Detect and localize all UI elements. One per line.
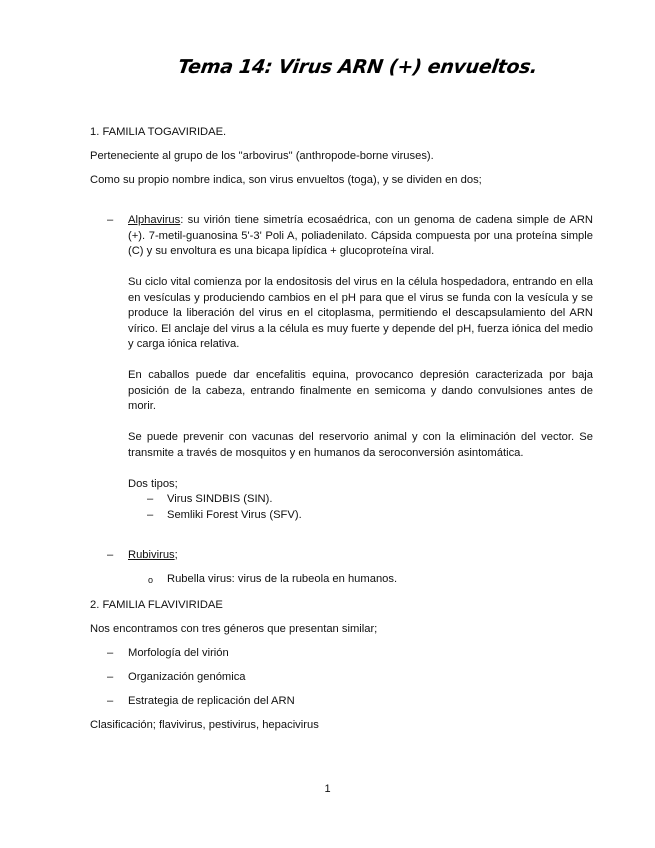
alphavirus-paragraph [128,213,593,260]
type-item-1: Virus SINDBIS (SIN). [167,493,273,505]
section2-intro: Nos encontramos con tres géneros que presentan similar; [90,623,378,635]
type-dash-2: – [147,509,154,521]
flavi-item-1: Morfología del virión [128,647,229,659]
alphavirus-description: : su virión tiene simetría ecosaédrica, con un genoma de cadena simple de ARN (+). 7-metil-guanosina 5'-3' Poli A, poliadenilato. Cápsida compuesta por una proteína simple (C) y su envoltura es una bicapa lipídica + glucoproteína viral. [128,214,593,258]
flavi-dash-2: – [107,671,114,683]
alphavirus-types-label: Dos tipos; [128,478,178,490]
classification: Clasificación; flavivirus, pestivirus, hepacivirus [90,719,319,731]
rubella-item: Rubella virus: virus de la rubeola en humanos. [167,573,398,585]
rubivirus-suffix: ; [174,549,178,561]
rubivirus-name: Rubivirus [128,549,175,561]
page-title: Tema 14: Virus ARN (+) envueltos. [176,56,539,78]
type-dash-1: – [147,493,154,505]
rubella-bullet: o [148,575,154,585]
flavi-item-2: Organización genómica [128,671,246,683]
alphavirus-lifecycle: Su ciclo vital comienza por la endositosis del virus en la célula hospedadora, entrando en ella en vesículas y produciendo cambios en el pH para que el virus se funda con la vesícula y se produce la liberación del virus en el citoplasma, permitiendo el descapsulamiento del ARN vírico. El anclaje del virus a la célula es muy fuerte y depende del pH, fuerza iónica del medio y carga iónica relativa. [128,276,593,351]
section1-heading: 1. FAMILIA TOGAVIRIDAE. [90,126,227,138]
flavi-dash-3: – [107,695,114,707]
alphavirus-dash: – [107,214,114,226]
flavi-item-3: Estrategia de replicación del ARN [128,695,295,707]
alphavirus-name: Alphavirus [128,214,181,226]
alphavirus-horses: En caballos puede dar encefalitis equina, provocanco depresión caracterizada por baja posición de la cabeza, entrando finalmente en semicoma y dando convulsiones antes de morir. [128,369,593,413]
rubivirus-label [128,548,178,564]
type-item-2: Semliki Forest Virus (SFV). [167,509,302,521]
section1-intro1: Perteneciente al grupo de los "arbovirus" (anthropode-borne viruses). [90,150,434,162]
section2-heading: 2. FAMILIA FLAVIVIRIDAE [90,599,223,611]
rubivirus-dash: – [107,549,114,561]
flavi-dash-1: – [107,647,114,659]
alphavirus-prevention: Se puede prevenir con vacunas del reservorio animal y con la eliminación del vector. Se transmite a través de mosquitos y en humanos da seroconversión asintomática. [128,431,593,459]
section1-intro2: Como su propio nombre indica, son virus envueltos (toga), y se dividen en dos; [90,174,482,186]
page-number: 1 [324,783,331,795]
